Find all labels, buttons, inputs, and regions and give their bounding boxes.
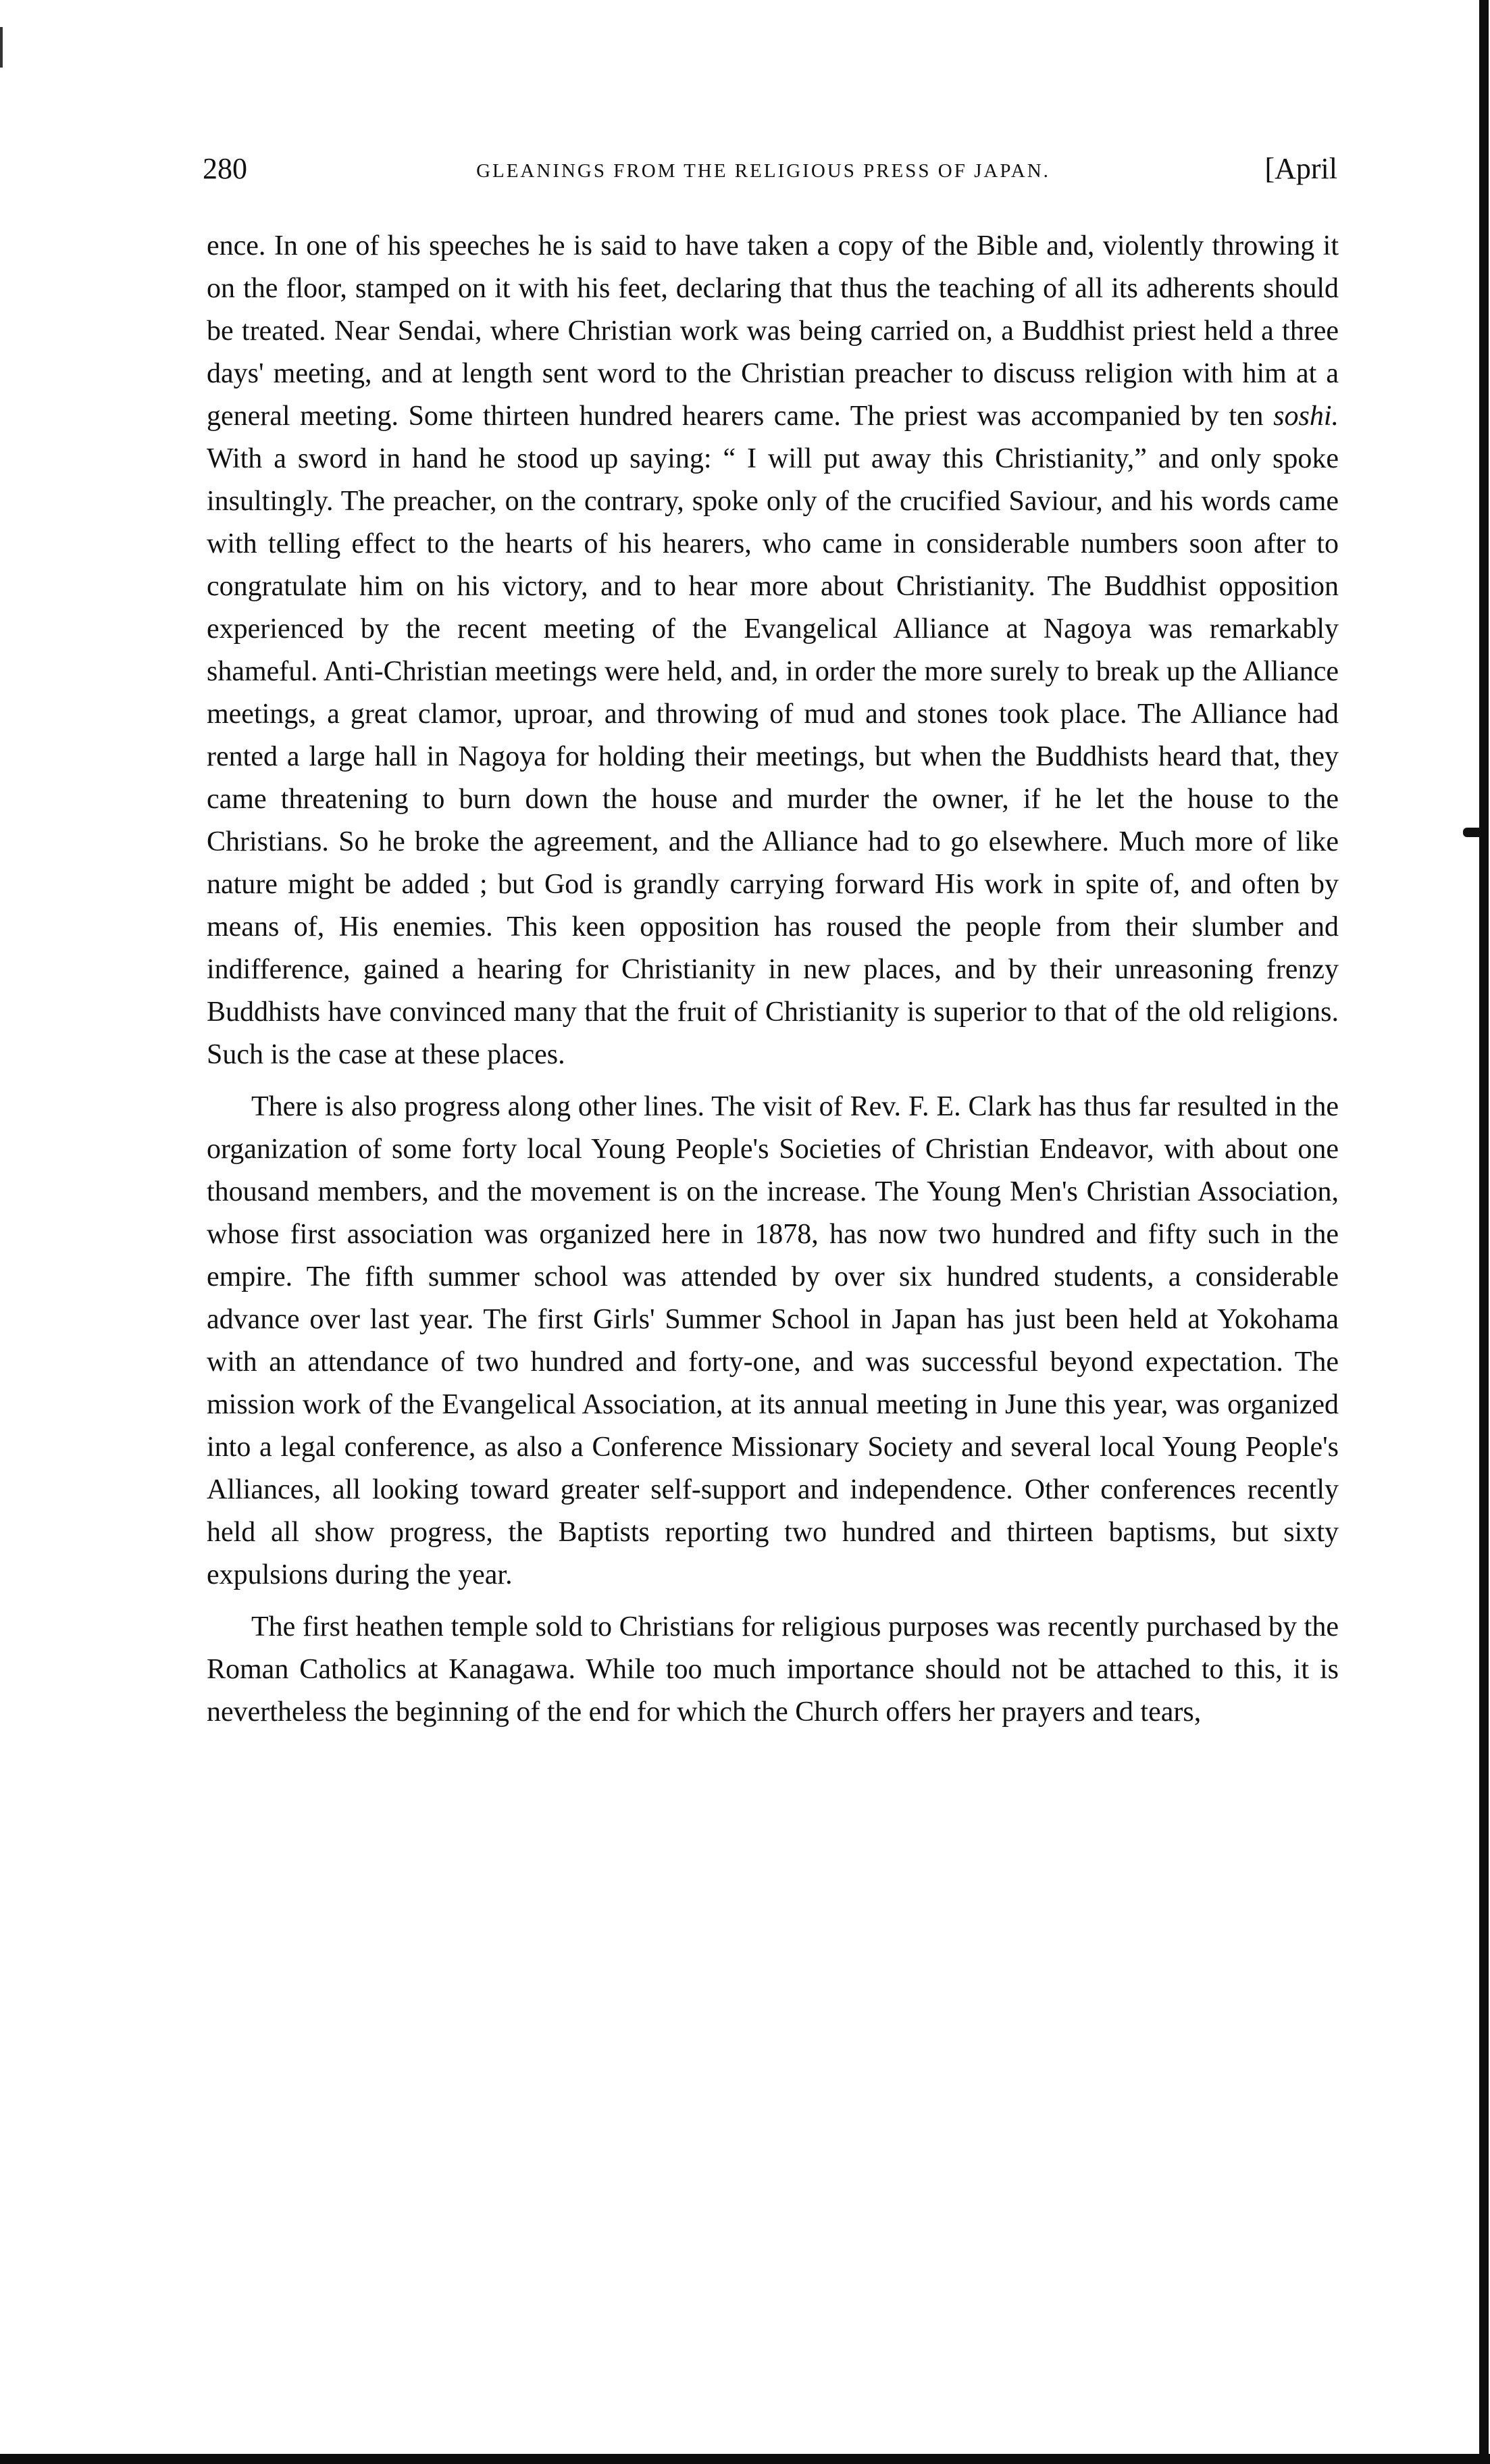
page-number: 280 <box>203 152 247 185</box>
scan-border-right <box>1479 0 1489 2464</box>
paragraph-1-text-b: With a sword in hand he stood up saying: “ I will put away this Christianity,” and only spoke insultingly. The preacher, on the contrary, spoke only of the crucified Saviour, and his words came with telling effect to the hearts of his hearers, who came in considerable numbers soon after to congratulate him on his victory, and to hear more about Christianity. The Buddhist opposition experienced by the recent meeting of the Evangelical Alliance at Nagoya was remarkably shameful. Anti-Christian meetings were held, and, in order the more surely to break up the Alliance meetings, a great clamor, uproar, and throwing of mud and stones took place. The Alliance had rented a large hall in Nagoya for holding their meetings, but when the Buddhists heard that, they came threatening to burn down the house and murder the owner, if he let the house to the Christians. So he broke the agreement, and the Alliance had to go elsewhere. Much more of like nature might be added ; but God is grandly carrying forward His work in spite of, and often by means of, His enemies. This keen opposition has roused the people from their slumber and indifference, gained a hearing for Christianity in new places, and by their unreasoning frenzy Buddhists have convinced many that the fruit of Christianity is superior to that of the old religions. Such is the case at these places. <box>207 443 1339 1070</box>
month-label: [April <box>1264 152 1337 185</box>
paragraph-1-emphasis: soshi. <box>1273 401 1339 432</box>
paragraph-3: The first heathen temple sold to Christians for religious purposes was recently purchased by the Roman Catholics at Kanagawa. While too much importance should not be attached to this, it is nevertheless the beginning of the end for which the Church offers her prayers and tears, <box>207 1611 1339 1728</box>
running-title: GLEANINGS FROM THE RELIGIOUS PRESS OF JAPAN. <box>476 160 1050 182</box>
paragraph-1-text-a: ence. In one of his speeches he is said to have taken a copy of the Bible and, violently throwing it on the floor, stamped on it with his feet, declaring that thus the teaching of all its adherents should be treated. Near Sendai, where Christian work was being carried on, a Buddhist priest held a three days' meeting, and at length sent word to the Christian preacher to discuss religion with him at a general meeting. Some thirteen hundred hearers came. The priest was accompanied by ten <box>207 230 1339 432</box>
scan-mark-top <box>0 27 3 68</box>
paragraph-2: There is also progress along other lines. The visit of Rev. F. E. Clark has thus far resulted in the organization of some forty local Young People's Societies of Christian Endeavor, with about one thousand members, and the movement is on the increase. The Young Men's Christian Association, whose first association was organized here in 1878, has now two hundred and fifty such in the empire. The fifth summer school was attended by over six hundred students, a considerable advance over last year. The first Girls' Summer School in Japan has just been held at Yokohama with an attendance of two hundred and forty-one, and was successful beyond expectation. The mission work of the Evangelical Association, at its annual meeting in June this year, was organized into a legal conference, as also a Conference Missionary Society and several local Young People's Alliances, all looking toward greater self-support and independence. Other conferences recently held all show progress, the Baptists reporting two hundred and thirteen baptisms, but sixty expulsions during the year. <box>207 1091 1339 1590</box>
scan-border-bottom <box>0 2454 1490 2464</box>
body-text <box>207 225 1339 1734</box>
page-header <box>203 149 1337 196</box>
paragraph-1 <box>207 225 1339 1076</box>
scan-mark-right <box>1463 828 1479 837</box>
